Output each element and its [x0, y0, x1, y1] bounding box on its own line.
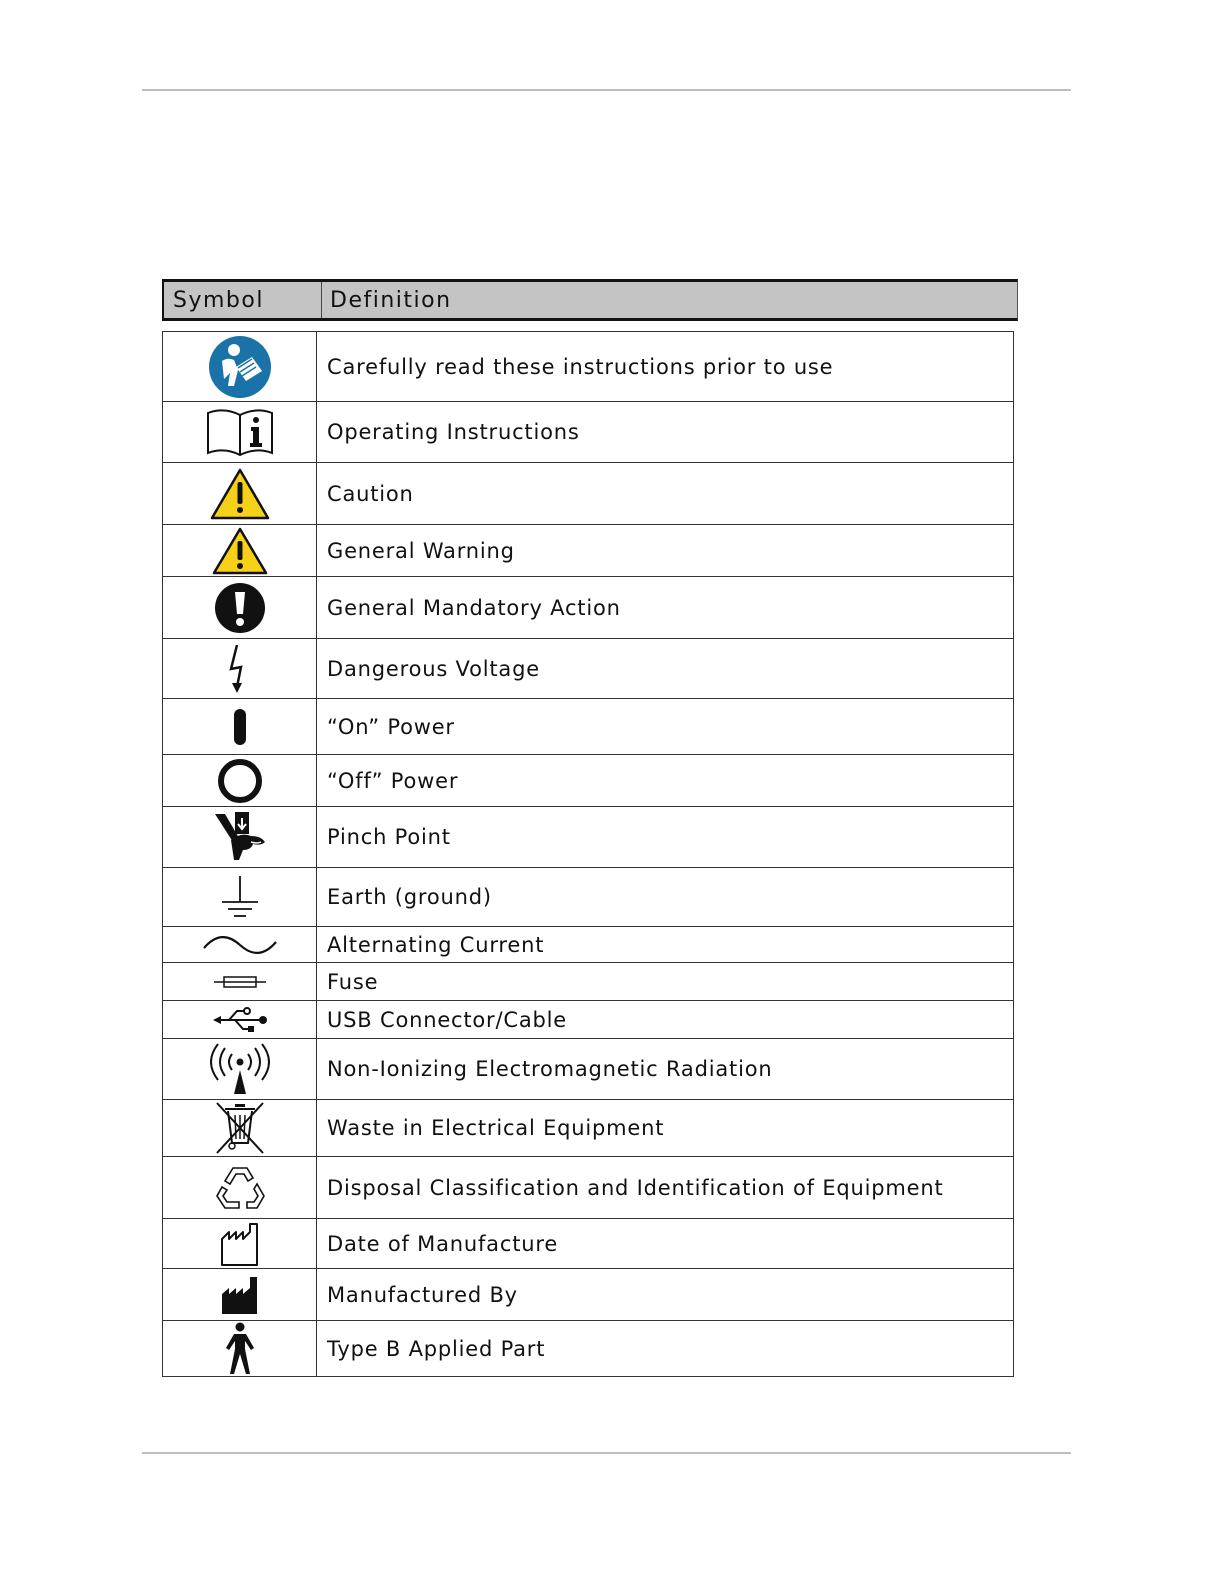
symbol-cell: [163, 699, 317, 755]
symbol-cell: [163, 577, 317, 639]
table-row: [163, 1039, 1014, 1100]
symbol-cell: [163, 807, 317, 868]
table-row: [163, 1100, 1014, 1157]
power-off-icon: [163, 757, 316, 805]
power-on-icon: [163, 707, 316, 747]
fuse-icon: [163, 973, 316, 991]
symbol-cell: [163, 1100, 317, 1157]
table-row: [163, 1001, 1014, 1039]
symbol-cell: [163, 463, 317, 525]
table-row: [163, 463, 1014, 525]
table-row: [163, 577, 1014, 639]
usb-icon: [163, 1006, 316, 1034]
footer-rule: [142, 1452, 1071, 1454]
definition-cell: Carefully read these instructions prior to use: [317, 332, 1014, 402]
table-row: [163, 1269, 1014, 1321]
symbol-table: [162, 331, 1014, 1377]
weee-crossed-bin-icon: [163, 1101, 316, 1155]
table-row: [163, 1321, 1014, 1377]
table-header: [162, 279, 1018, 321]
definition-cell: Manufactured By: [317, 1269, 1014, 1321]
table-row: [163, 807, 1014, 868]
column-divider: [321, 282, 322, 318]
column-header-symbol: Symbol: [173, 288, 264, 313]
header-rule: [142, 89, 1071, 91]
definition-cell: Waste in Electrical Equipment: [317, 1100, 1014, 1157]
definition-cell: Earth (ground): [317, 868, 1014, 927]
symbol-cell: [163, 1039, 317, 1100]
alternating-current-icon: [163, 934, 316, 956]
table-row: [163, 402, 1014, 463]
table-row: [163, 332, 1014, 402]
symbol-cell: [163, 402, 317, 463]
operating-instructions-icon: [163, 407, 316, 457]
symbol-cell: [163, 1269, 317, 1321]
definition-cell: Disposal Classification and Identification of Equipment: [317, 1157, 1014, 1219]
symbol-cell: [163, 755, 317, 807]
definition-cell: “Off” Power: [317, 755, 1014, 807]
mandatory-action-icon: [163, 582, 316, 634]
earth-ground-icon: [163, 874, 316, 920]
definition-cell: General Mandatory Action: [317, 577, 1014, 639]
definition-cell: Fuse: [317, 963, 1014, 1001]
definition-cell: Caution: [317, 463, 1014, 525]
date-of-manufacture-icon: [163, 1221, 316, 1267]
recycle-icon: [163, 1162, 316, 1214]
definition-cell: USB Connector/Cable: [317, 1001, 1014, 1039]
symbol-cell: [163, 1001, 317, 1039]
symbol-cell: [163, 639, 317, 699]
table-row: [163, 1157, 1014, 1219]
table-row: [163, 1219, 1014, 1269]
table-row: [163, 525, 1014, 577]
read-instructions-icon: [163, 335, 316, 399]
general-warning-icon: [163, 527, 316, 575]
table-row: [163, 868, 1014, 927]
definition-cell: Type B Applied Part: [317, 1321, 1014, 1377]
symbol-cell: [163, 927, 317, 963]
definition-cell: Pinch Point: [317, 807, 1014, 868]
table-row: [163, 639, 1014, 699]
table-row: [163, 755, 1014, 807]
definition-cell: Alternating Current: [317, 927, 1014, 963]
symbol-cell: [163, 1219, 317, 1269]
pinch-point-icon: [163, 810, 316, 864]
definition-cell: “On” Power: [317, 699, 1014, 755]
symbol-cell: [163, 1321, 317, 1377]
column-header-definition: Definition: [330, 288, 452, 313]
table-row: [163, 927, 1014, 963]
definition-cell: Date of Manufacture: [317, 1219, 1014, 1269]
definition-cell: Non-Ionizing Electromagnetic Radiation: [317, 1039, 1014, 1100]
symbol-cell: [163, 1157, 317, 1219]
dangerous-voltage-icon: [163, 643, 316, 695]
table-row: [163, 699, 1014, 755]
non-ionizing-radiation-icon: [163, 1042, 316, 1096]
symbol-cell: [163, 332, 317, 402]
definition-cell: Dangerous Voltage: [317, 639, 1014, 699]
symbol-cell: [163, 963, 317, 1001]
caution-icon: [163, 468, 316, 520]
type-b-applied-part-icon: [163, 1322, 316, 1376]
definition-cell: Operating Instructions: [317, 402, 1014, 463]
definition-cell: General Warning: [317, 525, 1014, 577]
symbol-cell: [163, 868, 317, 927]
table-row: [163, 963, 1014, 1001]
manufacturer-icon: [163, 1274, 316, 1316]
symbol-cell: [163, 525, 317, 577]
